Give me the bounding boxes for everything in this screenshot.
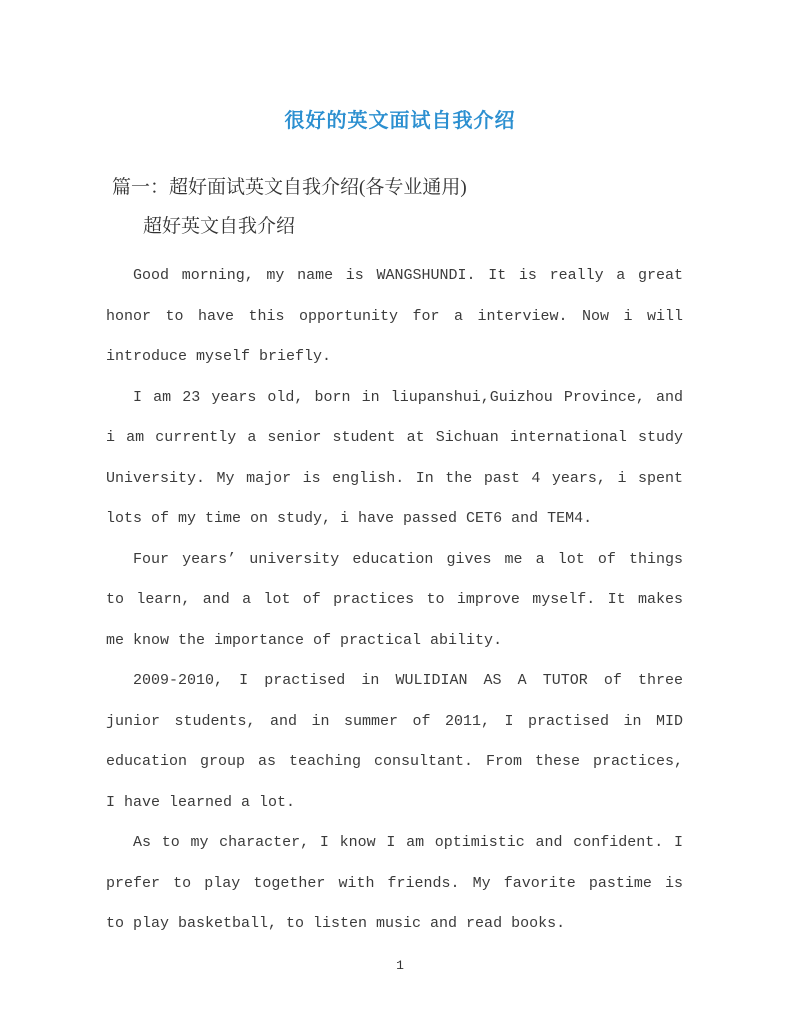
paragraph (106, 823, 683, 945)
paragraph (106, 540, 683, 662)
section-heading: 篇一：超好面试英文自我介绍(各专业通用) (112, 177, 467, 198)
text-line: honor to have this opportunity for a interview. Now i will (106, 307, 683, 325)
text-line: I am 23 years old, born in liupanshui,Guizhou Province, and (133, 388, 683, 406)
text-line: junior students, and in summer of 2011, I practised in MID (106, 712, 683, 730)
text-line: i am currently a senior student at Sichuan international study (106, 429, 683, 446)
text-line: Four years’ university education gives me a lot of things (133, 550, 683, 568)
section-subheading: 超好英文自我介绍 (143, 216, 296, 237)
text-line: to play basketball, to listen music and read books. (106, 915, 566, 932)
text-line: to learn, and a lot of practices to improve myself. It makes (106, 591, 683, 608)
text-line: University. My major is english. In the past 4 years, i spent (106, 469, 683, 487)
page-number: 1 (396, 958, 404, 973)
document-body (106, 256, 683, 945)
text-line: lots of my time on study, i have passed CET6 and TEM4. (106, 510, 593, 527)
paragraph (106, 256, 683, 378)
text-line: introduce myself briefly. (106, 348, 332, 365)
text-line: I have learned a lot. (106, 793, 296, 811)
paragraph (106, 661, 683, 823)
text-line: 2009-2010, I practised in WULIDIAN AS A TUTOR of three (133, 672, 683, 689)
text-line: me know the importance of practical ability. (106, 631, 503, 649)
document-title: 很好的英文面试自我介绍 (284, 110, 516, 132)
text-line: Good morning, my name is WANGSHUNDI. It is really a great (133, 267, 683, 284)
text-line: education group as teaching consultant. From these practices, (106, 753, 683, 770)
text-line: As to my character, I know I am optimistic and confident. I (133, 834, 683, 851)
paragraph (106, 378, 683, 540)
text-line: prefer to play together with friends. My favorite pastime is (106, 874, 683, 892)
